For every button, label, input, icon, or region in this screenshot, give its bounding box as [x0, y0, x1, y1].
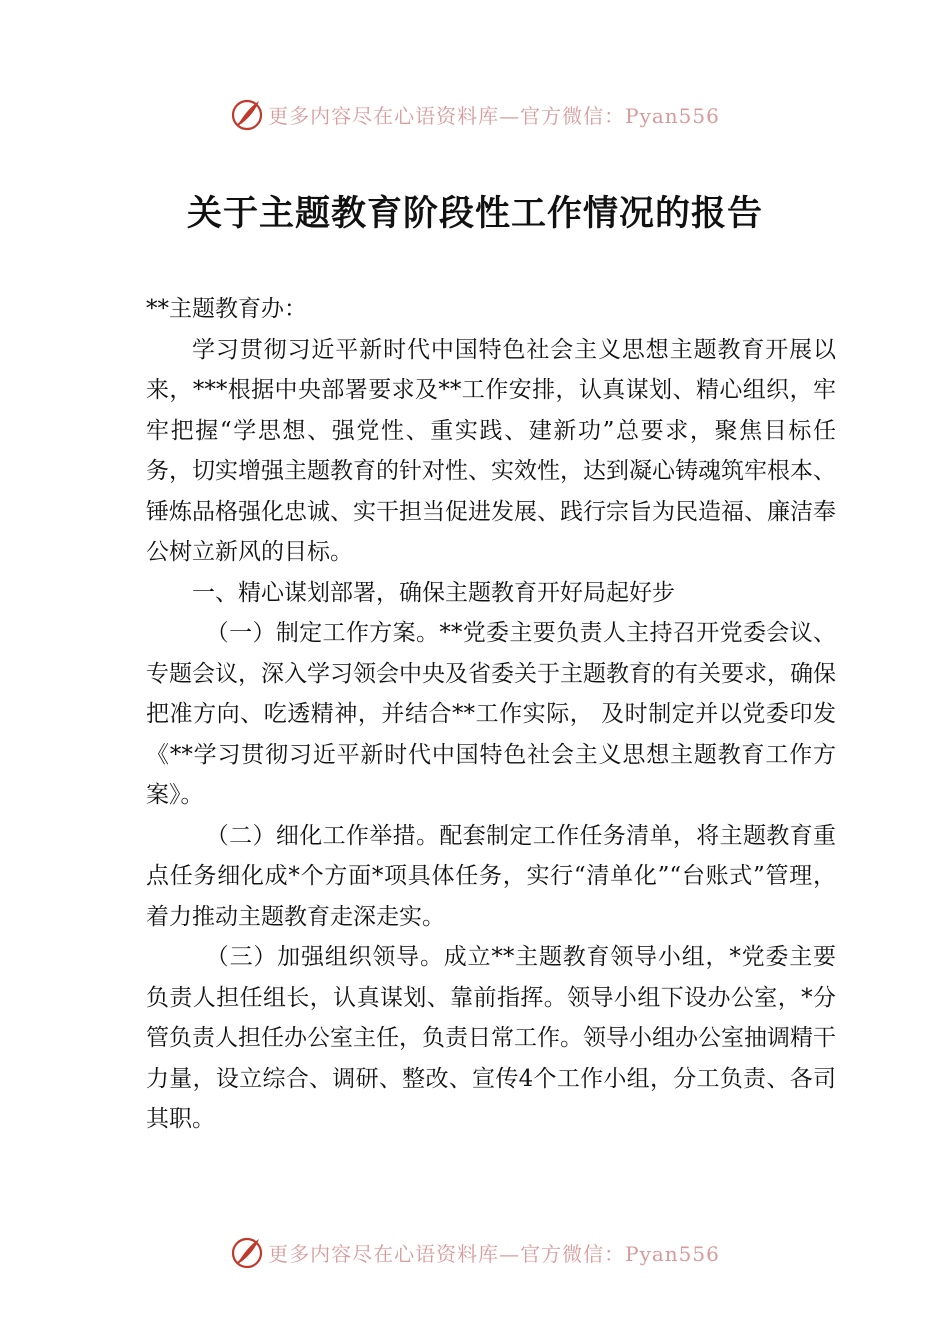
- document-title: 关于主题教育阶段性工作情况的报告: [186, 193, 763, 234]
- section-heading-1: 一、精心谋划部署，确保主题教育开好局起好步: [192, 579, 675, 606]
- intro-paragraph: 学习贯彻习近平新时代中国特色社会主义思想主题教育开展以来，***根据中央部署要求及**工作安排，认真谋划、精心组织，牢牢把握“学思想、强党性、重实践、建新功”总要求，聚焦目标任务，切实增强主题教育的针对性、实效性，达到凝心铸魂筑牢根本、锤炼品格强化忠诚、实干担当促进发展、践行宗旨为民造福、廉洁奉公树立新风的目标。: [146, 336, 836, 565]
- footer-banner-text: 更多内容尽在心语资料库—官方微信：Pyan556: [268, 1241, 720, 1266]
- header-banner-text: 更多内容尽在心语资料库—官方微信：Pyan556: [268, 103, 720, 128]
- quill-pen-logo-icon: [230, 1235, 264, 1269]
- paragraph-item-3: （三）加强组织领导。成立**主题教育领导小组，*党委主要负责人担任组长，认真谋划、靠前指挥。领导小组下设办公室，*分管负责人担任办公室主任，负责日常工作。领导小组办公室抽调精干力量，设立综合、调研、整改、宣传4个工作小组，分工负责、各司其职。: [146, 944, 836, 1132]
- quill-pen-logo-icon: [230, 97, 264, 131]
- footer-banner: [0, 1232, 950, 1272]
- salutation: **主题教育办：: [146, 296, 307, 322]
- paragraph-item-2: （二）细化工作举措。配套制定工作任务清单，将主题教育重点任务细化成*个方面*项具体任务，实行“清单化”“台账式”管理，着力推动主题教育走深走实。: [146, 822, 836, 930]
- header-banner: [0, 94, 950, 134]
- document-body: [146, 289, 836, 1140]
- paragraph-item-1: （一）制定工作方案。**党委主要负责人主持召开党委会议、专题会议，深入学习领会中央及省委关于主题教育的有关要求，确保把准方向、吃透精神，并结合**工作实际， 及时制定并以党委印发《**学习贯彻习近平新时代中国特色社会主义思想主题教育工作方案》。: [146, 620, 836, 808]
